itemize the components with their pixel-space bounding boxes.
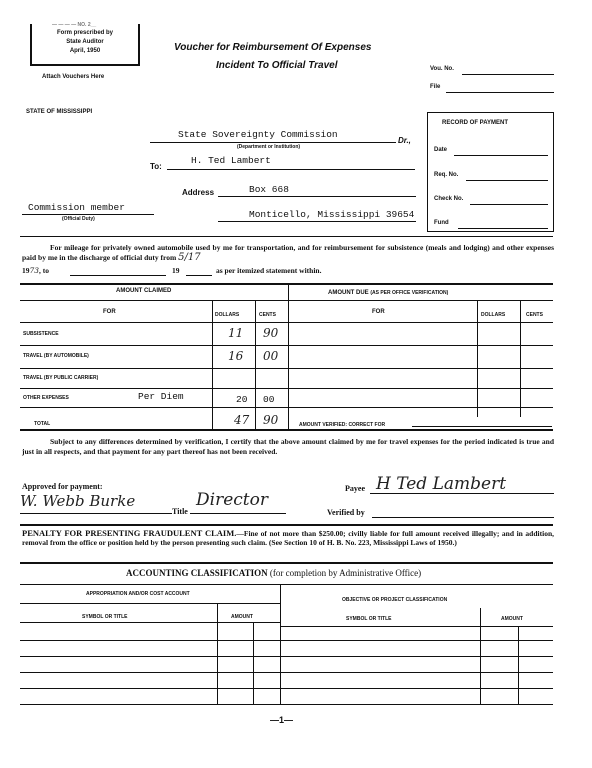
mileage-text: For mileage for privately owned automobile used by me for transportation, and for reimbursement for subsistence (meals and lodging) and other expenses paid by me in the discharge of official duty from [22, 243, 554, 262]
from-date-value: 5/17 [178, 251, 201, 263]
record-req-label: Req. No. [434, 172, 459, 178]
payee-label: Payee [345, 484, 365, 493]
record-check-label: Check No. [434, 196, 464, 202]
row-total-label: TOTAL [34, 421, 51, 427]
row-subsistence-cents: 90 [263, 326, 279, 340]
payee-signature: H Ted Lambert [376, 474, 507, 494]
due-col-cents: CENTS [526, 312, 543, 318]
mileage-paragraph [22, 243, 554, 262]
form-info-box [30, 24, 140, 66]
page-number: —1— [270, 715, 294, 725]
record-date-label: Date [434, 147, 448, 153]
row-other-dollars: 20 [236, 394, 248, 405]
attach-vouchers-label: Attach Vouchers Here [42, 74, 105, 80]
payee-name-value: H. Ted Lambert [191, 155, 271, 166]
right-symbol-heading: SYMBOL OR TITLE [346, 616, 392, 622]
department-caption: (Department or Institution) [237, 144, 301, 150]
row-other-label: OTHER EXPENSES [23, 395, 69, 401]
title-label: Title [172, 507, 188, 516]
vou-no-label: Vou. No. [430, 66, 454, 72]
row-other-desc: Per Diem [138, 391, 184, 402]
due-col-dollars: DOLLARS [481, 312, 506, 318]
form-number-fragment: — — — — NO. 2__ [52, 22, 97, 28]
penalty-paragraph [22, 529, 554, 547]
verified-by-label: Verified by [327, 508, 365, 517]
row-total-cents: 90 [263, 413, 279, 427]
row-subsistence-dollars: 11 [228, 326, 244, 340]
row-other-cents: 00 [263, 394, 275, 405]
itemized-statement-label: as per itemized statement within. [216, 266, 322, 275]
date-line [22, 266, 49, 275]
form-box-line3: April, 1950 [69, 48, 101, 54]
official-duty-value: Commission member [28, 202, 125, 213]
to-label: To: [150, 162, 162, 171]
penalty-text: —Fine of not more than $250.00; civilly liable for full amount received illegally; and in addition, removal from the office or position held by the person presenting such claim. (See Section 10 of H. B. No. 223, Mississippi Laws of 1950.) [22, 529, 554, 547]
year-value: 73 [29, 266, 40, 275]
claimed-col-dollars: DOLLARS [215, 312, 240, 318]
amount-due-subheading: (AS PER OFFICE VERIFICATION) [370, 290, 449, 296]
row-travel-auto-label: TRAVEL (BY AUTOMOBILE) [23, 353, 89, 359]
form-title-line2: Incident To Official Travel [216, 60, 338, 71]
approved-label: Approved for payment: [22, 482, 103, 491]
address-line2: Monticello, Mississippi 39654 [249, 209, 415, 220]
amount-due-title: AMOUNT DUE [328, 290, 369, 296]
left-amount-heading: AMOUNT [231, 614, 253, 620]
amount-due-heading [328, 290, 448, 296]
official-duty-caption: (Official Duty) [62, 216, 95, 222]
to-date-label: , to [39, 266, 50, 275]
address-label: Address [182, 188, 215, 197]
row-travel-auto-dollars: 16 [228, 349, 244, 363]
record-heading: RECORD OF PAYMENT [442, 120, 509, 126]
row-travel-auto-cents: 00 [263, 349, 279, 363]
row-total-dollars: 47 [234, 413, 250, 427]
objective-heading: OBJECTIVE OR PROJECT CLASSIFICATION [342, 597, 448, 603]
year-prefix: 19 [22, 266, 30, 275]
accounting-heading [126, 568, 421, 578]
due-col-for: FOR [372, 309, 385, 315]
department-value: State Sovereignty Commission [178, 129, 338, 140]
claimed-col-for: FOR [103, 309, 116, 315]
title-signature: Director [196, 490, 268, 510]
right-amount-heading: AMOUNT [501, 616, 523, 622]
amount-claimed-heading: AMOUNT CLAIMED [116, 288, 172, 294]
row-subsistence-label: SUBSISTENCE [23, 331, 59, 337]
form-box-line2: State Auditor [66, 39, 104, 45]
approved-signature: W. Webb Burke [20, 492, 136, 510]
row-travel-public-label: TRAVEL (BY PUBLIC CARRIER) [23, 375, 99, 381]
address-line1: Box 668 [249, 184, 289, 195]
state-label: STATE OF MISSISSIPPI [26, 109, 93, 115]
accounting-title: ACCOUNTING CLASSIFICATION [126, 568, 268, 578]
claimed-col-cents: CENTS [259, 312, 276, 318]
left-symbol-heading: SYMBOL OR TITLE [82, 614, 128, 620]
penalty-heading: PENALTY FOR PRESENTING FRAUDULENT CLAIM. [22, 528, 237, 538]
certification-paragraph: Subject to any differences determined by verification, I certify that the above amount claimed by me for travel expenses for the period indicated is true and just in all respects, and that payment for any part thereof has not been received. [22, 437, 554, 456]
amount-verified-label: AMOUNT VERIFIED: CORRECT FOR [299, 422, 386, 428]
file-label: File [430, 84, 441, 90]
form-box-line1: Form prescribed by [56, 30, 113, 36]
department-dr-label: Dr., [398, 136, 411, 145]
accounting-subheading: (for completion by Administrative Office) [269, 568, 422, 578]
appropriation-heading: APPROPRIATION AND/OR COST ACCOUNT [86, 591, 190, 597]
form-title-line1: Voucher for Reimbursement Of Expenses [174, 42, 372, 53]
record-fund-label: Fund [434, 220, 449, 226]
record-of-payment-box [427, 112, 554, 232]
nineteen-label: 19 [172, 266, 180, 275]
